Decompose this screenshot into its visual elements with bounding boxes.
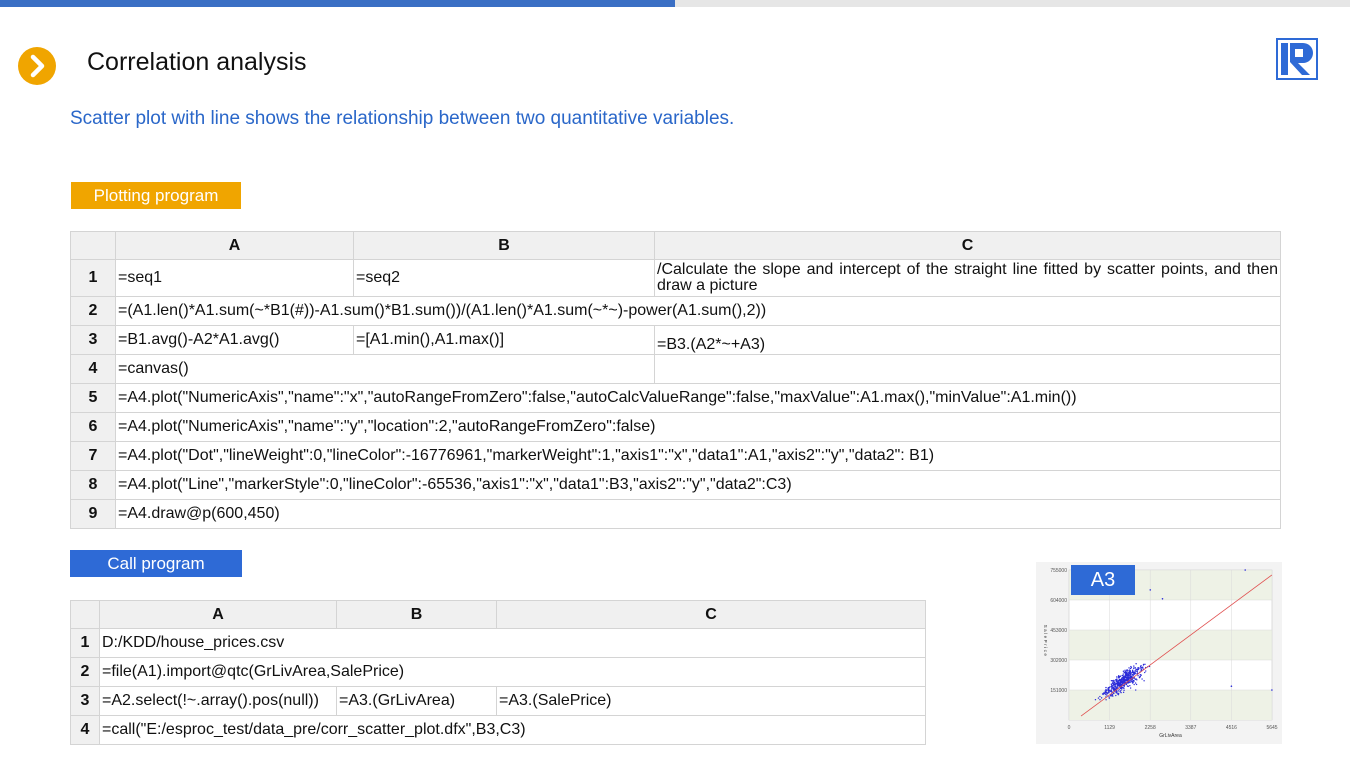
scatter-point	[1132, 672, 1133, 673]
cell-a7[interactable]: =A4.plot("Dot","lineWeight":0,"lineColor":-16776961,"markerWeight":1,"axis1":"x","data1":A1,"axis2":"y","data2": B1)	[116, 442, 1281, 471]
scatter-point	[1231, 685, 1233, 687]
scatter-point	[1121, 675, 1122, 676]
scatter-point	[1112, 680, 1113, 681]
table-row	[71, 413, 1281, 442]
x-tick-label: 5645	[1266, 725, 1278, 731]
scatter-point	[1123, 692, 1124, 693]
cell-b3[interactable]: =A3.(GrLivArea)	[337, 687, 497, 716]
progress-bar-track	[675, 0, 1350, 7]
scatter-point	[1125, 675, 1126, 676]
cell-a1[interactable]: D:/KDD/house_prices.csv	[100, 629, 926, 658]
table-row	[71, 297, 1281, 326]
scatter-point	[1122, 687, 1123, 688]
scatter-point	[1113, 693, 1114, 694]
scatter-point	[1129, 682, 1130, 683]
scatter-point	[1129, 675, 1130, 676]
scatter-point	[1124, 676, 1125, 677]
row-number[interactable]: 2	[71, 658, 100, 687]
scatter-point	[1137, 667, 1138, 668]
row-number[interactable]: 4	[71, 716, 100, 745]
scatter-point	[1244, 569, 1246, 571]
scatter-point	[1120, 688, 1121, 689]
x-tick-label: 3387	[1185, 725, 1197, 731]
scatter-point	[1133, 684, 1134, 685]
cell-c4[interactable]	[655, 355, 1281, 384]
table-row	[71, 355, 1281, 384]
scatter-point	[1144, 672, 1145, 673]
scatter-point	[1125, 671, 1126, 672]
scatter-point	[1132, 681, 1133, 682]
raqsoft-logo-icon	[1276, 38, 1318, 80]
scatter-point	[1140, 667, 1141, 668]
scatter-point	[1135, 682, 1136, 683]
column-header-a[interactable]: A	[116, 232, 354, 260]
scatter-point	[1123, 688, 1124, 689]
row-number[interactable]: 4	[71, 355, 116, 384]
scatter-point	[1135, 663, 1136, 664]
scatter-point	[1149, 589, 1151, 591]
cell-a3[interactable]: =B1.avg()-A2*A1.avg()	[116, 326, 354, 355]
plot-band	[1069, 630, 1272, 660]
table-row	[71, 658, 926, 687]
scatter-point	[1143, 664, 1144, 665]
cell-a2[interactable]: =(A1.len()*A1.sum(~*B1(#))-A1.sum()*B1.sum())/(A1.len()*A1.sum(~*~)-power(A1.sum(),2))	[116, 297, 1281, 326]
scatter-point	[1111, 689, 1112, 690]
scatter-point	[1130, 670, 1131, 671]
y-tick-label: 151000	[1050, 688, 1067, 694]
scatter-point	[1132, 682, 1133, 683]
scatter-point	[1118, 677, 1119, 678]
scatter-point	[1123, 690, 1124, 691]
row-number[interactable]: 6	[71, 413, 116, 442]
scatter-point	[1123, 671, 1124, 672]
page-title: Correlation analysis	[87, 48, 307, 76]
scatter-point	[1133, 668, 1134, 669]
y-tick-label: 755000	[1050, 568, 1067, 574]
scatter-point	[1104, 693, 1105, 694]
row-header-corner	[71, 232, 116, 260]
scatter-point	[1131, 676, 1132, 677]
scatter-point	[1113, 688, 1114, 689]
y-tick-label: 302000	[1050, 658, 1067, 664]
x-tick-label: 2258	[1144, 725, 1156, 731]
scatter-point	[1120, 692, 1121, 693]
y-tick-label: 604000	[1050, 598, 1067, 604]
call-program-grid	[70, 600, 926, 745]
scatter-point	[1111, 691, 1112, 692]
scatter-point	[1134, 674, 1135, 675]
row-number[interactable]: 1	[71, 260, 116, 297]
result-cell-badge: A3	[1071, 565, 1135, 595]
scatter-point	[1135, 670, 1136, 671]
scatter-point	[1099, 699, 1100, 700]
scatter-point	[1130, 673, 1131, 674]
scatter-point	[1123, 673, 1124, 674]
scatter-point	[1106, 690, 1107, 691]
scatter-point	[1145, 670, 1146, 671]
scatter-point	[1141, 675, 1142, 676]
scatter-point	[1130, 687, 1131, 688]
scatter-point	[1117, 682, 1118, 683]
row-number[interactable]: 2	[71, 297, 116, 326]
scatter-point	[1135, 679, 1136, 680]
scatter-point	[1139, 677, 1140, 678]
chevron-right-icon	[18, 47, 56, 85]
scatter-point	[1109, 697, 1110, 698]
y-tick-label: 453000	[1050, 628, 1067, 634]
table-row	[71, 471, 1281, 500]
x-tick-label: 1129	[1104, 725, 1115, 731]
scatter-point	[1111, 683, 1112, 684]
plotting-program-grid	[70, 231, 1281, 529]
cell-a2[interactable]: =file(A1).import@qtc(GrLivArea,SalePrice)	[100, 658, 926, 687]
column-header-a[interactable]: A	[100, 601, 337, 629]
scatter-point	[1120, 680, 1121, 681]
cell-a1[interactable]: =seq1	[116, 260, 354, 297]
scatter-point	[1137, 668, 1138, 669]
scatter-point	[1119, 684, 1120, 685]
scatter-point	[1141, 669, 1142, 670]
scatter-point	[1118, 693, 1119, 694]
cell-b1[interactable]: =seq2	[354, 260, 655, 297]
x-tick-label: 0	[1067, 725, 1071, 731]
table-row	[71, 687, 926, 716]
scatter-point	[1105, 687, 1106, 688]
cell-c1[interactable]: /Calculate the slope and intercept of the straight line fitted by scatter points, and then draw a picture	[655, 260, 1281, 297]
scatter-point	[1131, 680, 1132, 681]
scatter-point	[1110, 690, 1111, 691]
scatter-point	[1113, 680, 1114, 681]
column-header-b[interactable]: B	[354, 232, 655, 260]
scatter-point	[1143, 680, 1144, 681]
scatter-point	[1115, 685, 1116, 686]
scatter-point	[1128, 677, 1129, 678]
scatter-point	[1118, 690, 1119, 691]
scatter-point	[1115, 695, 1116, 696]
scatter-point	[1112, 683, 1113, 684]
scatter-point	[1118, 675, 1119, 676]
scatter-point	[1123, 678, 1124, 679]
scatter-point	[1106, 692, 1107, 693]
cell-b3[interactable]: =[A1.min(),A1.max()]	[354, 326, 655, 355]
scatter-point	[1119, 689, 1120, 690]
scatter-point	[1107, 693, 1108, 694]
scatter-point	[1114, 682, 1115, 683]
scatter-point	[1108, 690, 1109, 691]
cell-a4[interactable]: =call("E:/esproc_test/data_pre/corr_scatter_plot.dfx",B3,C3)	[100, 716, 926, 745]
scatter-point	[1137, 675, 1138, 676]
scatter-point	[1123, 680, 1124, 681]
scatter-point	[1134, 672, 1135, 673]
cell-c3[interactable]: =A3.(SalePrice)	[497, 687, 926, 716]
y-axis-label: SalePrice	[1043, 624, 1048, 658]
cell-a8[interactable]: =A4.plot("Line","markerStyle":0,"lineColor":-65536,"axis1":"x","data1":B3,"axis2":"y","data2":C3)	[116, 471, 1281, 500]
scatter-point	[1119, 691, 1120, 692]
scatter-point	[1125, 677, 1126, 678]
cell-a6[interactable]: =A4.plot("NumericAxis","name":"y","location":2,"autoRangeFromZero":false)	[116, 413, 1281, 442]
plot-band	[1069, 690, 1272, 720]
scatter-point	[1128, 667, 1129, 668]
column-header-c[interactable]: C	[497, 601, 926, 629]
scatter-point	[1133, 665, 1134, 666]
table-row	[71, 326, 1281, 355]
plotting-program-label: Plotting program	[71, 182, 241, 209]
scatter-point	[1135, 689, 1136, 690]
scatter-point	[1124, 686, 1125, 687]
table-row	[71, 716, 926, 745]
x-axis-label: GrLivArea	[1159, 733, 1182, 739]
scatter-point	[1108, 696, 1109, 697]
cell-c3[interactable]: =B3.(A2*~+A3)	[655, 326, 1281, 355]
scatter-point	[1126, 671, 1127, 672]
column-header-c[interactable]: C	[655, 232, 1281, 260]
scatter-point	[1099, 696, 1100, 697]
call-program-label: Call program	[70, 550, 242, 577]
scatter-point	[1126, 678, 1127, 679]
scatter-point	[1124, 679, 1125, 680]
scatter-point	[1118, 682, 1119, 683]
scatter-point	[1144, 664, 1145, 665]
scatter-point	[1117, 686, 1118, 687]
scatter-point	[1098, 697, 1099, 698]
scatter-point	[1112, 687, 1113, 688]
scatter-point	[1128, 686, 1129, 687]
row-number[interactable]: 5	[71, 384, 116, 413]
scatter-point	[1132, 670, 1133, 671]
scatter-point	[1141, 678, 1142, 679]
scatter-point	[1095, 699, 1096, 700]
cell-a4[interactable]: =canvas()	[116, 355, 655, 384]
scatter-point	[1141, 667, 1142, 668]
x-tick-label: 4516	[1225, 725, 1237, 731]
scatter-point	[1101, 697, 1102, 698]
page-subtitle: Scatter plot with line shows the relationship between two quantitative variables.	[70, 108, 735, 129]
scatter-point	[1108, 692, 1109, 693]
scatter-point	[1135, 673, 1136, 674]
scatter-point	[1114, 684, 1115, 685]
table-row	[71, 629, 926, 658]
scatter-point	[1129, 685, 1130, 686]
row-number[interactable]: 3	[71, 326, 116, 355]
scatter-point	[1109, 687, 1110, 688]
table-row	[71, 260, 1281, 297]
scatter-point	[1116, 688, 1117, 689]
progress-bar-filled	[0, 0, 675, 7]
row-number[interactable]: 7	[71, 442, 116, 471]
scatter-point	[1118, 694, 1119, 695]
cell-a9[interactable]: =A4.draw@p(600,450)	[116, 500, 1281, 529]
scatter-point	[1131, 667, 1132, 668]
scatter-point	[1140, 665, 1141, 666]
row-header-corner	[71, 601, 100, 629]
row-number[interactable]: 1	[71, 629, 100, 658]
cell-a3[interactable]: =A2.select(!~.array().pos(null))	[100, 687, 337, 716]
cell-a5[interactable]: =A4.plot("NumericAxis","name":"x","autoRangeFromZero":false,"autoCalcValueRange":false,"maxValue":A1.max(),"minValue":A1.min())	[116, 384, 1281, 413]
column-header-b[interactable]: B	[337, 601, 497, 629]
row-number[interactable]: 8	[71, 471, 116, 500]
scatter-point	[1126, 669, 1127, 670]
table-row	[71, 384, 1281, 413]
scatter-point	[1124, 672, 1125, 673]
table-row	[71, 442, 1281, 471]
scatter-point	[1136, 684, 1137, 685]
row-number[interactable]: 3	[71, 687, 100, 716]
table-row	[71, 500, 1281, 529]
scatter-point	[1111, 686, 1112, 687]
scatter-point	[1116, 676, 1117, 677]
scatter-point	[1271, 689, 1273, 691]
scatter-point	[1105, 694, 1106, 695]
scatter-point	[1122, 677, 1123, 678]
scatter-point	[1132, 674, 1133, 675]
scatter-point	[1135, 668, 1136, 669]
scatter-point	[1116, 680, 1117, 681]
scatter-point	[1162, 598, 1164, 600]
scatter-point	[1105, 699, 1106, 700]
row-number[interactable]: 9	[71, 500, 116, 529]
scatter-point	[1120, 676, 1121, 677]
scatter-point	[1135, 667, 1136, 668]
scatter-point	[1111, 680, 1112, 681]
